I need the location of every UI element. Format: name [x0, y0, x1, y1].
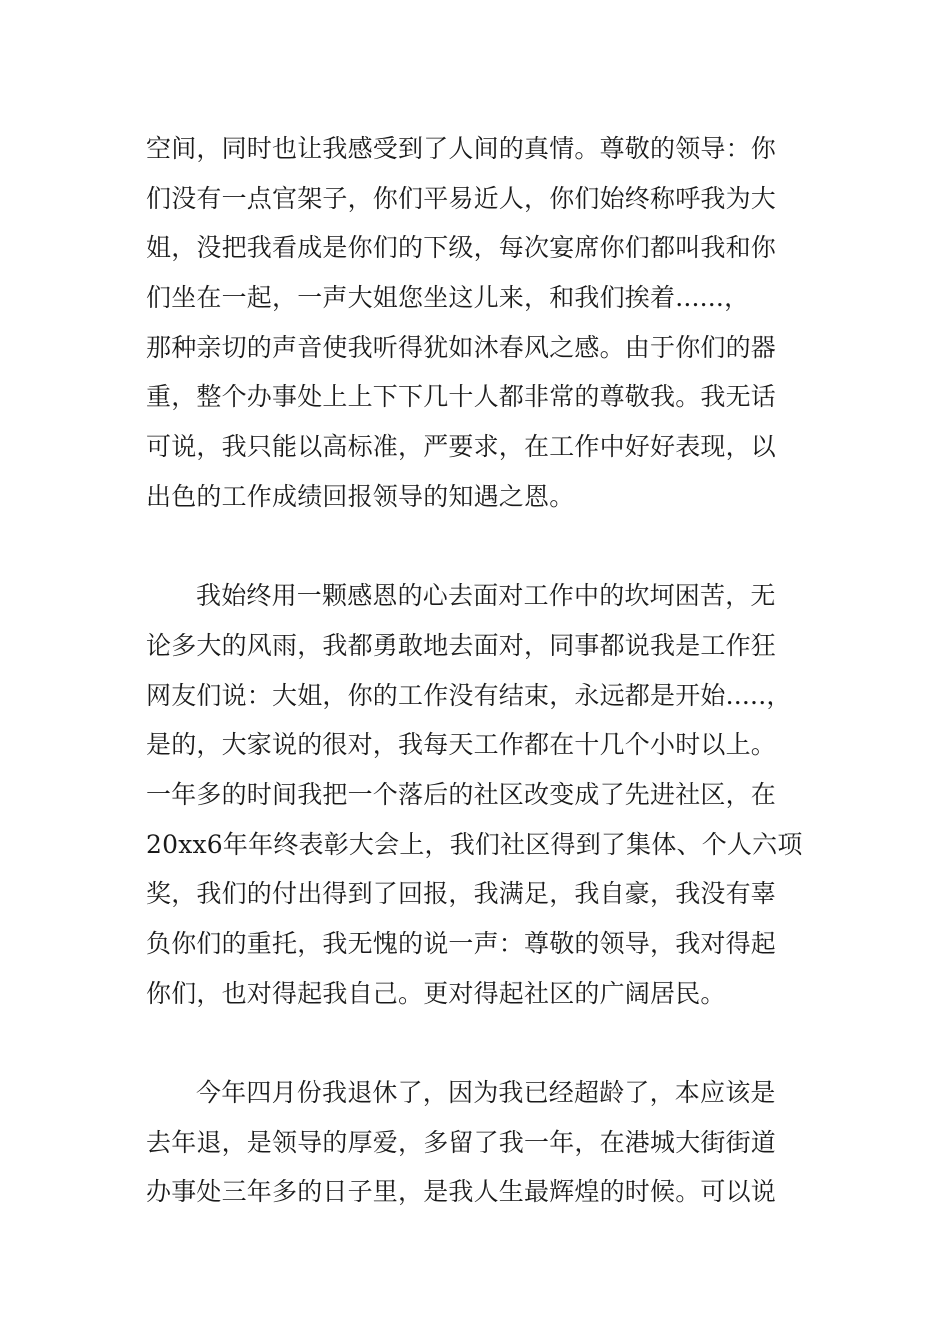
text-line: 奖，我们的付出得到了回报，我满足，我自豪，我没有辜: [146, 879, 777, 909]
text-line: 去年退，是领导的厚爱，多留了我一年，在港城大街街道: [146, 1127, 777, 1157]
text-line: 可说，我只能以高标准，严要求，在工作中好好表现，以: [146, 432, 777, 462]
text-line: 你们，也对得起我自己。更对得起社区的广阔居民。: [146, 978, 726, 1008]
text-line: 出色的工作成绩回报领导的知遇之恩。: [146, 481, 575, 511]
paragraph-spacer: [146, 1018, 816, 1068]
text-line: 们没有一点官架子，你们平易近人，你们始终称呼我为大: [146, 183, 777, 213]
text-line: 空间，同时也让我感受到了人间的真情。尊敬的领导：你: [146, 134, 777, 163]
paragraph-3: [146, 1068, 816, 1217]
text-line: 姐，没把我看成是你们的下级，每次宴席你们都叫我和你: [146, 233, 777, 263]
text-line: 重，整个办事处上上下下几十人都非常的尊敬我。我无话: [146, 382, 777, 412]
text-line: 办事处三年多的日子里，是我人生最辉煌的时候。可以说: [146, 1177, 777, 1207]
text-line: 们坐在一起，一声大姐您坐这儿来，和我们挨着......，: [146, 283, 750, 313]
paragraph-1: [146, 124, 816, 522]
text-line: 一年多的时间我把一个落后的社区改变成了先进社区，在: [146, 779, 777, 809]
text-line: 论多大的风雨，我都勇敢地去面对，同事都说我是工作狂: [146, 630, 777, 660]
text-line: 今年四月份我退休了，因为我已经超龄了，本应该是: [196, 1078, 776, 1108]
text-line: 20xx6年年终表彰大会上，我们社区得到了集体、个人六项: [146, 829, 803, 859]
text-line: 那种亲切的声音使我听得犹如沐春风之感。由于你们的器: [146, 332, 777, 362]
text-line: 负你们的重托，我无愧的说一声：尊敬的领导，我对得起: [146, 929, 777, 958]
text-line: 网友们说：大姐，你的工作没有结束，永远都是开始.....，: [146, 680, 792, 710]
paragraph-2: [146, 571, 816, 1018]
paragraph-spacer: [146, 522, 816, 572]
text-line: 我始终用一颗感恩的心去面对工作中的坎坷困苦，无: [196, 581, 776, 611]
document-body: [146, 124, 816, 1217]
text-line: 是的，大家说的很对，我每天工作都在十几个小时以上。: [146, 730, 777, 760]
